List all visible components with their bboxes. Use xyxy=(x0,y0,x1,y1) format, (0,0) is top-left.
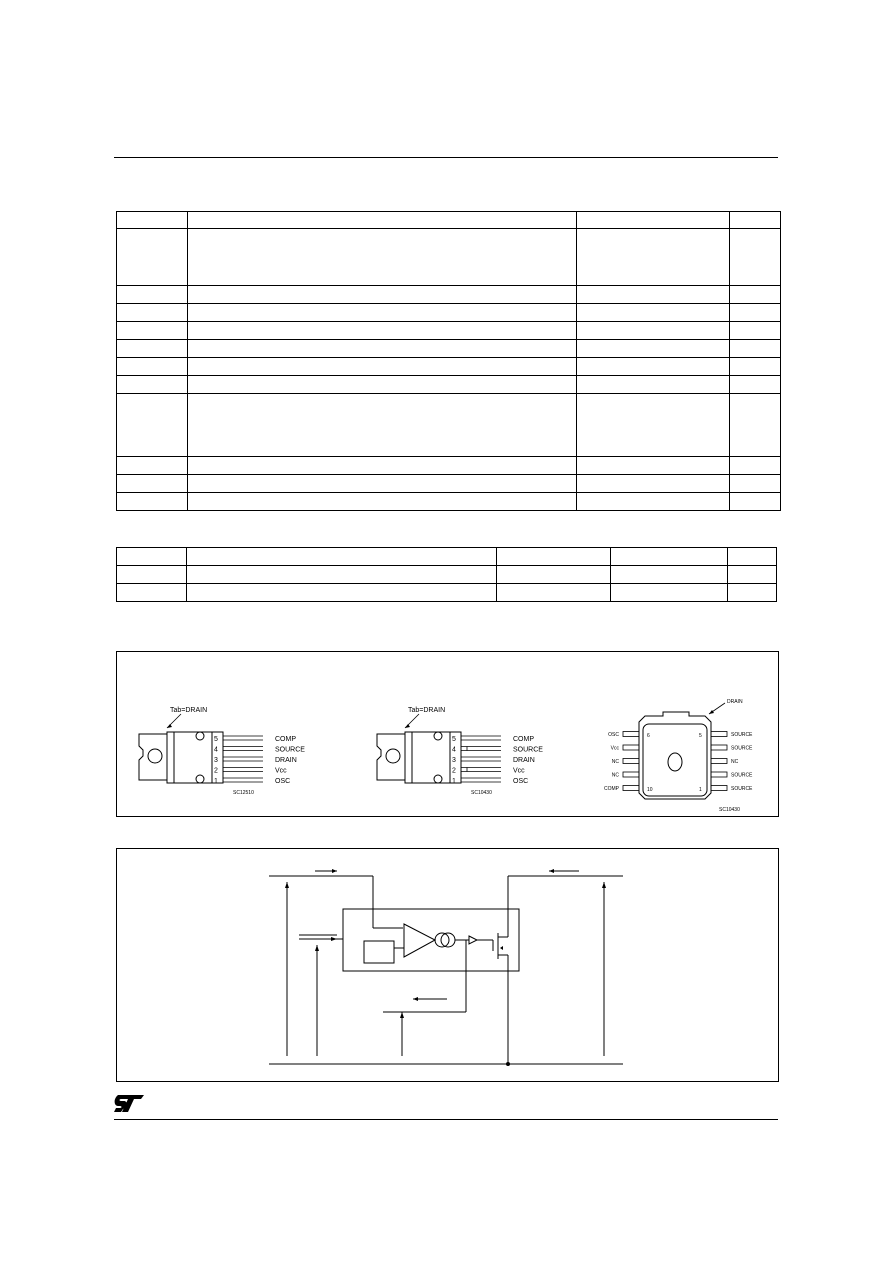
table2-row xyxy=(117,584,777,602)
pkg2-code: SC10430 xyxy=(471,790,492,796)
table1-cell xyxy=(188,376,577,394)
table2-cell xyxy=(497,584,611,602)
table2-cell xyxy=(117,548,187,566)
thermal-data-table xyxy=(116,547,777,602)
oscillator-block xyxy=(364,941,394,963)
table1-cell xyxy=(188,304,577,322)
table1-cell xyxy=(730,475,781,493)
table1-row xyxy=(117,229,781,286)
st-logo xyxy=(114,1095,144,1113)
table1-cell xyxy=(730,212,781,229)
table1-cell xyxy=(577,358,730,376)
table1-cell xyxy=(188,493,577,511)
table1-row xyxy=(117,212,781,229)
table1-cell xyxy=(117,376,188,394)
pin-number: 4 xyxy=(214,746,218,754)
table2-cell xyxy=(497,566,611,584)
pkg3-code: SC10430 xyxy=(719,807,740,813)
pin-name: SOURCE xyxy=(513,746,543,754)
table1-cell xyxy=(730,457,781,475)
table1-cell xyxy=(577,304,730,322)
table2-row xyxy=(117,566,777,584)
table1-cell xyxy=(577,394,730,457)
connection-diagrams-panel xyxy=(116,651,779,817)
right-pin-label: SOURCE xyxy=(731,786,753,792)
table1-cell xyxy=(577,322,730,340)
table1-cell xyxy=(730,358,781,376)
table1-cell xyxy=(730,493,781,511)
pin-name: Vcc xyxy=(513,767,525,775)
table2-cell xyxy=(611,584,728,602)
current-source xyxy=(435,933,449,947)
pin-number: 1 xyxy=(214,778,218,785)
left-pin-label: NC xyxy=(611,759,619,765)
table1-cell xyxy=(117,304,188,322)
table1-cell xyxy=(730,340,781,358)
pin-name: DRAIN xyxy=(275,757,297,764)
pin-name: DRAIN xyxy=(513,757,535,764)
table2-cell xyxy=(728,548,777,566)
table1-row xyxy=(117,394,781,457)
table1-cell xyxy=(117,212,188,229)
right-pin-label: NC xyxy=(731,759,739,765)
table1-cell xyxy=(188,358,577,376)
table1-cell xyxy=(730,304,781,322)
footer-rule xyxy=(114,1119,778,1120)
table1-cell xyxy=(188,475,577,493)
table1-cell xyxy=(117,394,188,457)
table1-row xyxy=(117,493,781,511)
table1-cell xyxy=(117,286,188,304)
table2-cell xyxy=(187,584,497,602)
header-rule xyxy=(114,157,778,158)
error-amplifier xyxy=(404,924,435,957)
table1-cell xyxy=(577,212,730,229)
pin-name: COMP xyxy=(513,736,534,743)
table2-cell xyxy=(117,566,187,584)
table1-cell xyxy=(730,394,781,457)
block-diagram xyxy=(117,849,778,1081)
table1-cell xyxy=(117,493,188,511)
pin-number: 1 xyxy=(452,778,456,785)
table1-cell xyxy=(188,322,577,340)
pin-number: 2 xyxy=(214,767,218,775)
right-pin-label: SOURCE xyxy=(731,745,753,752)
left-pin-label: NC xyxy=(611,772,619,779)
pkg1-code: SC12510 xyxy=(233,790,254,796)
table1-cell xyxy=(188,457,577,475)
table1-cell xyxy=(577,457,730,475)
right-pin-label: SOURCE xyxy=(731,732,753,738)
pin-number: 3 xyxy=(452,757,456,764)
table1-cell xyxy=(577,493,730,511)
drain-label: DRAIN xyxy=(727,699,743,705)
left-pin-label: COMP xyxy=(604,786,619,792)
table1-cell xyxy=(730,286,781,304)
table1-cell xyxy=(117,340,188,358)
table1-cell xyxy=(577,340,730,358)
pin-number: 3 xyxy=(214,757,218,764)
pin-number: 5 xyxy=(452,736,456,743)
table1-row xyxy=(117,358,781,376)
pin-name: Vcc xyxy=(275,767,287,775)
table1-row xyxy=(117,475,781,493)
table1-cell xyxy=(188,212,577,229)
pentawatt-hv-package xyxy=(377,707,543,796)
table1-cell xyxy=(188,340,577,358)
corner-pin-number: 6 xyxy=(647,733,650,739)
table1-cell xyxy=(730,376,781,394)
table1-row xyxy=(117,340,781,358)
table2-cell xyxy=(611,548,728,566)
pin-number: 2 xyxy=(452,767,456,775)
table1-cell xyxy=(117,229,188,286)
table1-row xyxy=(117,304,781,322)
table1-cell xyxy=(117,475,188,493)
corner-pin-number: 5 xyxy=(699,733,702,739)
pin-number: 5 xyxy=(214,736,218,743)
corner-pin-number: 1 xyxy=(699,787,702,793)
table1-cell xyxy=(188,394,577,457)
powerso10-package xyxy=(604,699,753,813)
corner-pin-number: 10 xyxy=(647,787,653,793)
table2-cell xyxy=(497,548,611,566)
table1-cell xyxy=(117,322,188,340)
absolute-ratings-table xyxy=(116,211,781,511)
left-pin-label: Vcc xyxy=(610,745,619,752)
right-pin-label: SOURCE xyxy=(731,772,753,779)
pin-name: OSC xyxy=(513,778,529,785)
pin-name: COMP xyxy=(275,736,296,743)
pentawatt-package xyxy=(139,707,305,796)
left-pin-label: OSC xyxy=(608,732,619,738)
table2-cell xyxy=(728,584,777,602)
table1-cell xyxy=(188,229,577,286)
table1-row xyxy=(117,286,781,304)
table1-cell xyxy=(577,286,730,304)
tab-drain-label: Tab=DRAIN xyxy=(170,707,208,714)
table2-row xyxy=(117,548,777,566)
table1-cell xyxy=(117,457,188,475)
table1-cell xyxy=(577,229,730,286)
table1-cell xyxy=(730,229,781,286)
pin-name: SOURCE xyxy=(275,746,305,754)
table2-cell xyxy=(187,566,497,584)
table1-row xyxy=(117,376,781,394)
table2-cell xyxy=(728,566,777,584)
connection-diagrams xyxy=(117,652,778,816)
table2-cell xyxy=(117,584,187,602)
table2-cell xyxy=(187,548,497,566)
table1-row xyxy=(117,322,781,340)
pin-name: OSC xyxy=(275,778,291,785)
tab-drain-label-2: Tab=DRAIN xyxy=(408,707,446,714)
table1-cell xyxy=(577,475,730,493)
pin-number: 4 xyxy=(452,746,456,754)
table1-cell xyxy=(188,286,577,304)
table1-cell xyxy=(730,322,781,340)
block-diagram-panel xyxy=(116,848,779,1082)
table1-row xyxy=(117,457,781,475)
table1-cell xyxy=(117,358,188,376)
table1-cell xyxy=(577,376,730,394)
table2-cell xyxy=(611,566,728,584)
